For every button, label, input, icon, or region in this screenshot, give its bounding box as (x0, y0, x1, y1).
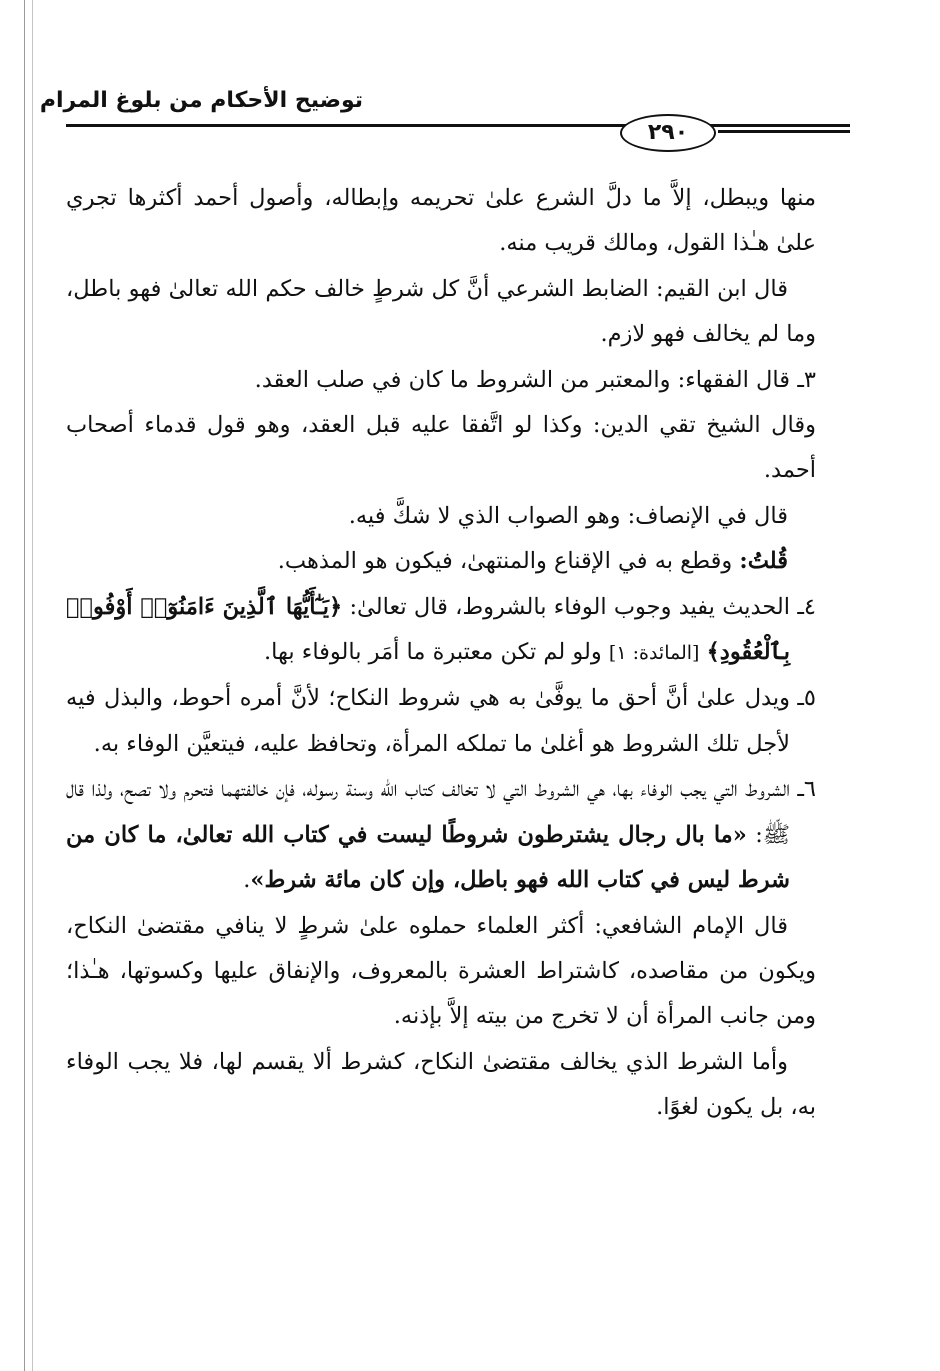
main-text (66, 176, 816, 1131)
paragraph: قال في الإنصاف: وهو الصواب الذي لا شكَّ فيه. (348, 502, 788, 529)
item-text: الحديث يفيد وجوب الوفاء بالشروط، قال تعالىٰ: (349, 593, 790, 620)
scan-edge-line (24, 0, 25, 1371)
sentence-end: . (243, 867, 251, 894)
quran-verse: ﴿يَـٰٓأَيُّهَا ٱلَّذِينَ ءَامَنُوٓا۟ أَوْفُوا۟ بِٱلْعُقُودِ﴾ (66, 593, 790, 666)
item-text: ولو لم تكن معتبرة ما أمَر بالوفاء بها. (263, 639, 602, 666)
header-rule-double (718, 130, 850, 133)
running-title: توضيح الأحكام من بلوغ المرام (39, 88, 363, 113)
list-item-5 (66, 676, 816, 767)
scan-edge-line (32, 0, 33, 1371)
paragraph (66, 539, 816, 584)
item-text: ويدل علىٰ أنَّ أحق ما يوفَّىٰ به هي شروط النكاح؛ لأنَّ أمره أحوط، والبذل فيه لأجل تلك الشروط هو أغلىٰ ما تملكه المرأة، وتحافظ عليه، فيتعيَّن الوفاء به. (66, 685, 790, 757)
item-number: ٣ـ (797, 366, 816, 393)
item-number: ٥ـ (797, 685, 816, 712)
hadith-text: «ما بال رجال يشترطون شروطًا ليست في كتاب الله تعالىٰ، ما كان من شرط ليس في كتاب الله فهو باطل، وإن كان مائة شرط» (66, 821, 790, 894)
list-item-6 (66, 767, 816, 903)
paragraph: منها ويبطل، إلاَّ ما دلَّ الشرع علىٰ تحريمه وإبطاله، وأصول أحمد أكثرها تجري علىٰ هـٰذا القول، ومالك قريب منه. (66, 185, 816, 257)
verse-reference: [المائدة: ١] (608, 642, 700, 665)
qultu-label: قُلتُ: (739, 548, 788, 575)
paragraph: وأما الشرط الذي يخالف مقتضىٰ النكاح، كشرط ألا يقسم لها، فلا يجب الوفاء به، بل يكون لغوًا. (66, 1048, 816, 1121)
list-item-3 (66, 358, 816, 403)
item-number: ٦ـ (797, 776, 816, 803)
paragraph: وقال الشيخ تقي الدين: وكذا لو اتَّفقا عليه قبل العقد، وهو قول قدماء أصحاب أحمد. (66, 412, 816, 484)
item-text: الشروط التي يجب الوفاء بها، هي الشروط التي لا تخالف كتاب الله وسنة رسوله، فإن خالفتهما فتحرم ولا تصح، ولذا قال ﷺ: (66, 776, 790, 848)
item-text: قال الفقهاء: والمعتبر من الشروط ما كان في صلب العقد. (254, 366, 790, 393)
item-number: ٤ـ (797, 593, 816, 620)
header-rule (66, 124, 850, 127)
paragraph: قال الإمام الشافعي: أكثر العلماء حملوه علىٰ شرطٍ لا ينافي مقتضىٰ النكاح، ويكون من مقاصده، كاشتراط العشرة بالمعروف، والإنفاق عليها وكسوتها، هـٰذا؛ ومن جانب المرأة أن لا تخرج من بيته إلاَّ بإذنه. (66, 912, 816, 1030)
page-number: ٢٩٠ (620, 114, 716, 152)
list-item-4 (66, 585, 816, 677)
paragraph: قال ابن القيم: الضابط الشرعي أنَّ كل شرطٍ خالف حكم الله تعالىٰ فهو باطل، وما لم يخالف فهو لازم. (66, 275, 816, 348)
paragraph-text: وقطع به في الإقناع والمنتهىٰ، فيكون هو المذهب. (277, 548, 733, 575)
